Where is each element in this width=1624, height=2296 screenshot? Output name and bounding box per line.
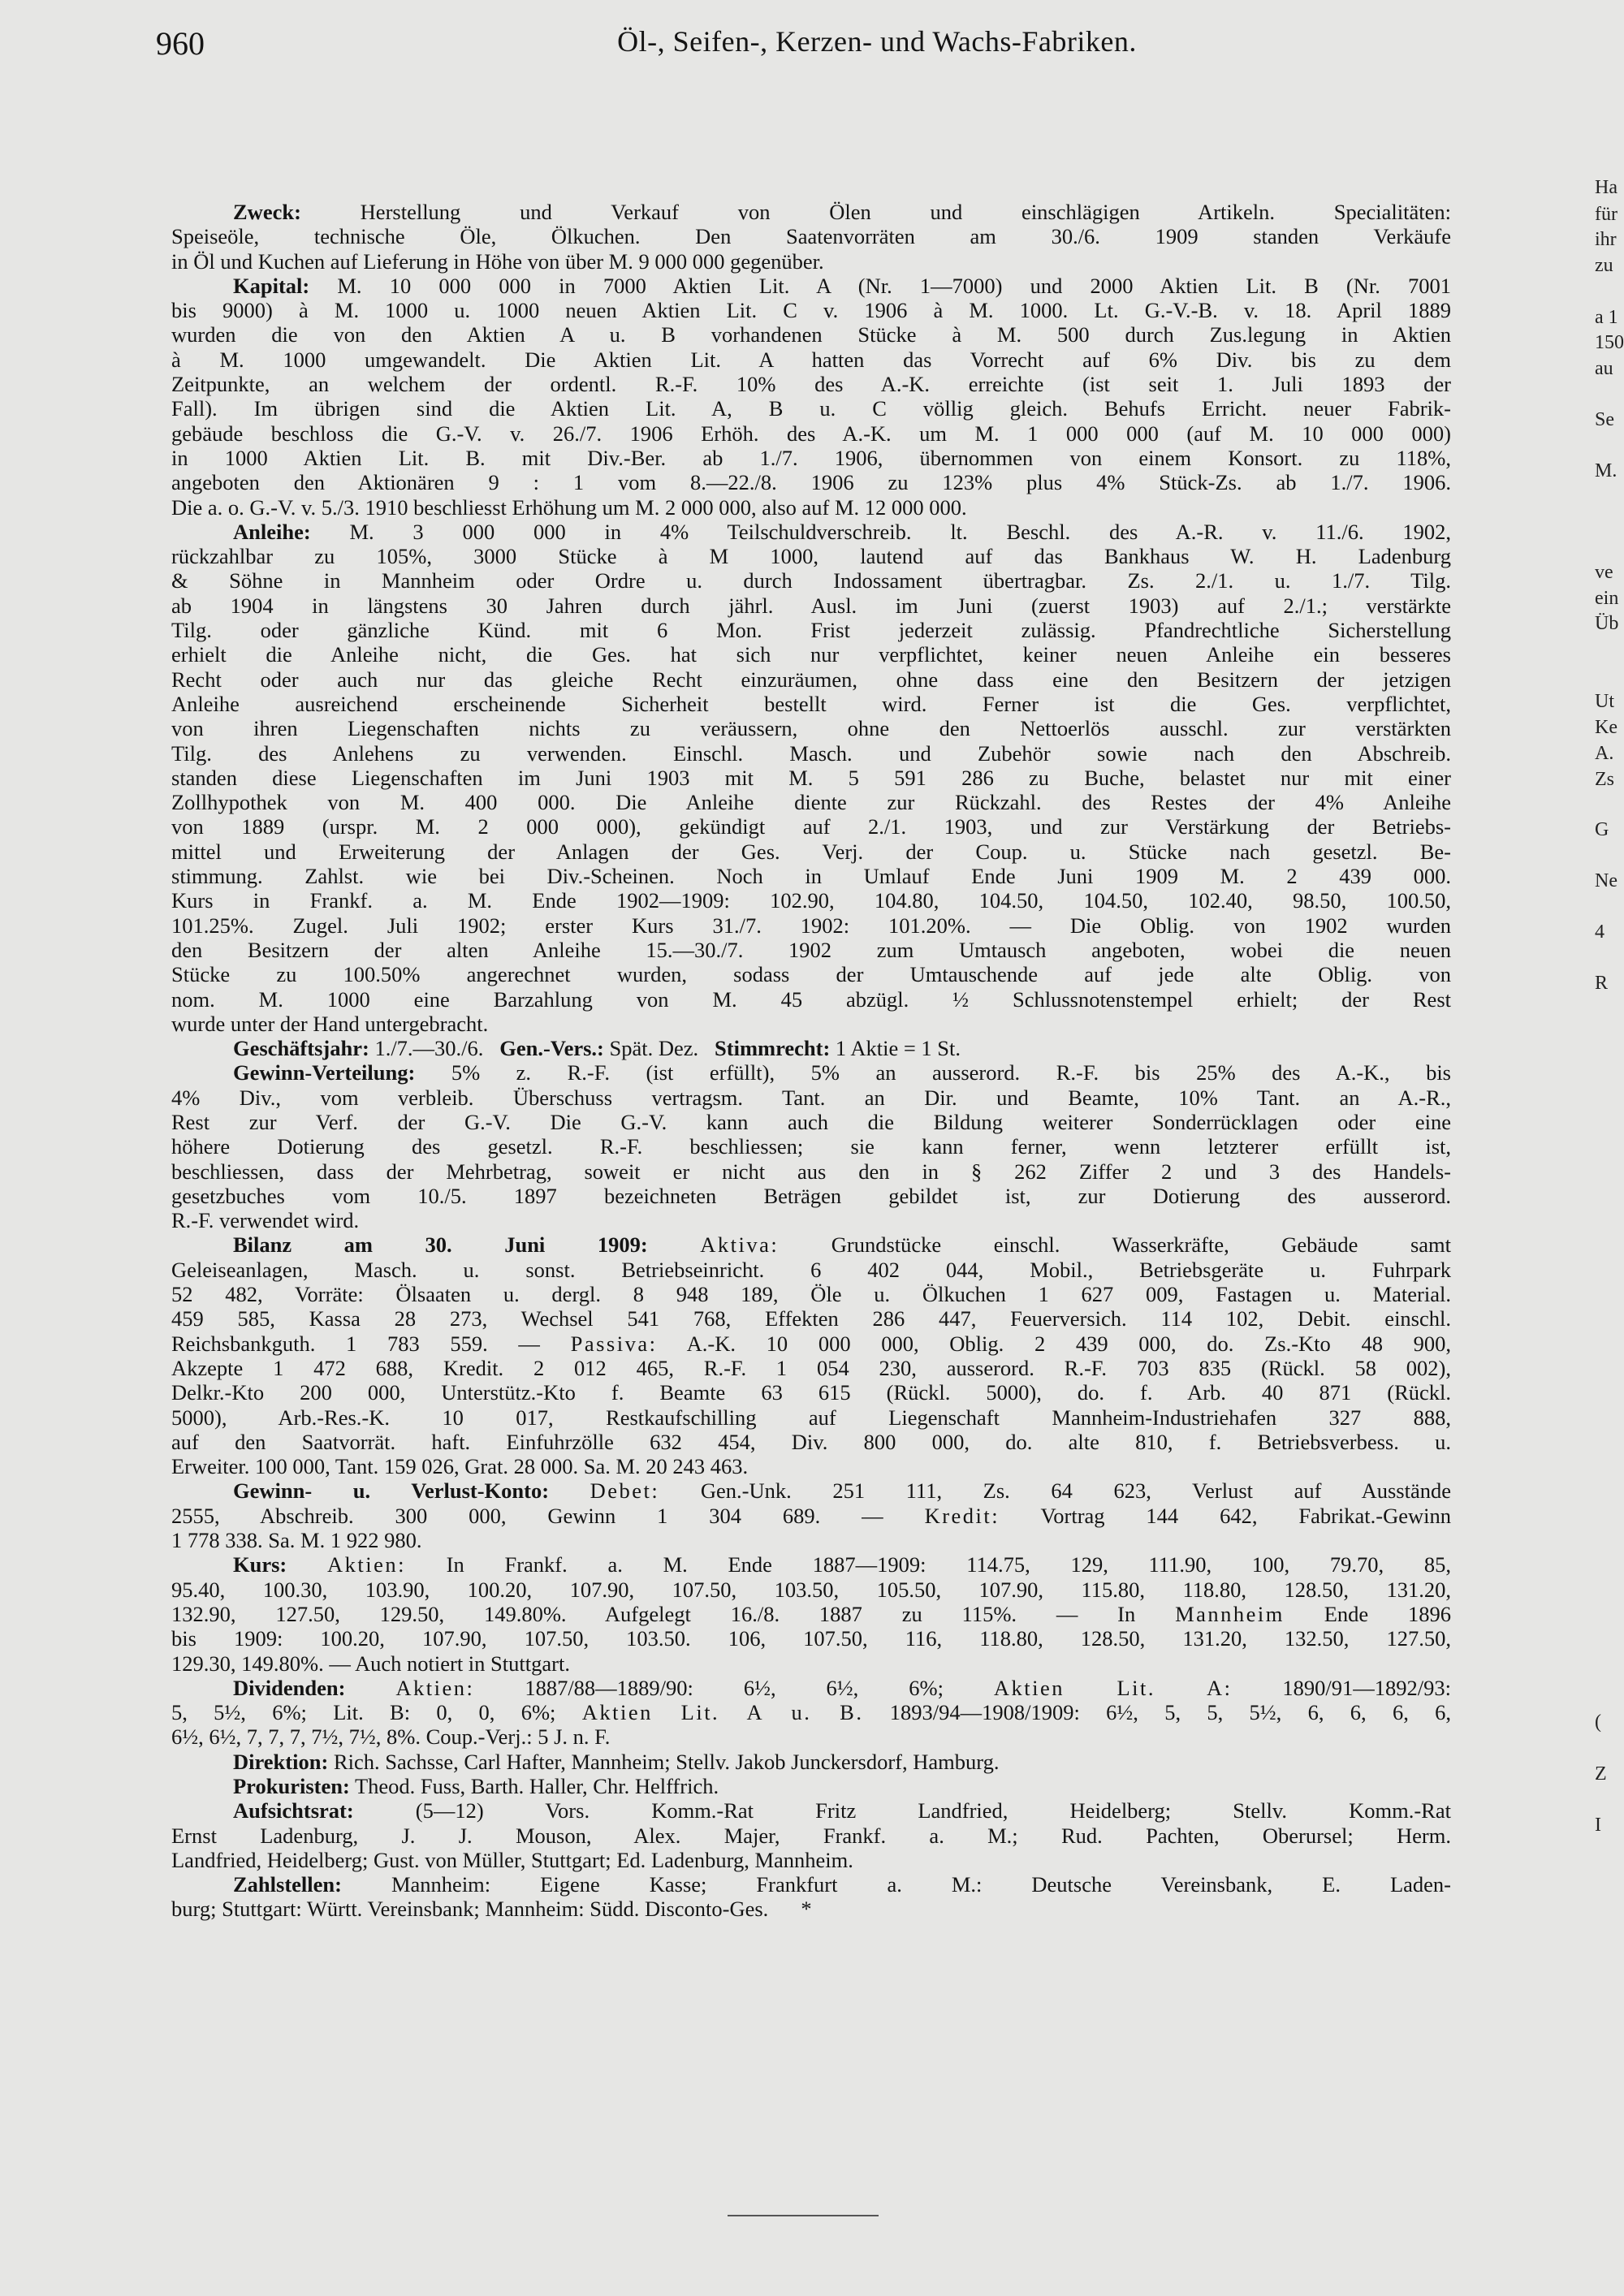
text-run — [648, 1232, 701, 1257]
text-line: 6½, 6½, 7, 7, 7, 7½, 7½, 8%. Coup.-Verj.: 5 J. n. F. — [171, 1724, 611, 1750]
text-line: 459 585, Kassa 28 273, Wechsel 541 768, Effekten 286 447, Feuerversich. 114 102, Debit. einschl. — [171, 1306, 1451, 1331]
text-line — [171, 1504, 1451, 1528]
text-line — [171, 1331, 1451, 1356]
adjacent-page-fragment: Ke — [1595, 717, 1618, 738]
text-run: Aktien Lit. A: — [993, 1675, 1233, 1700]
body-text — [171, 200, 1451, 1922]
text-run — [345, 1676, 395, 1700]
text-line — [171, 1552, 1451, 1577]
text-line: Rest zur Verf. der G.-V. Die G.-V. kann auch die Bildung weiterer Sonderrücklagen oder eine — [171, 1109, 1451, 1134]
text-run: Aktien Lit. A u. B. — [581, 1700, 864, 1725]
text-run: Passiva: — [570, 1331, 658, 1356]
adjacent-page-fragment: Üb — [1595, 613, 1619, 634]
text-run — [549, 1478, 590, 1503]
text-line — [171, 200, 1451, 224]
paragraph-gewinn-verlust-konto — [171, 1478, 1451, 1552]
text-run: 132.90, 127.50, 129.50, 149.80%. Aufgelegt 16./8. 1887 zu 115%. — In — [171, 1601, 1176, 1626]
text-run: A.-K. 10 000 000, Oblig. 2 439 000, do. Zs.-Kto 48 900, — [657, 1331, 1452, 1356]
adjacent-page-fragment: ihr — [1595, 229, 1617, 250]
text-run: 1./7.—30./6. — [369, 1036, 500, 1061]
text-line: à M. 1000 umgewandelt. Die Aktien Lit. A hatten das Vorrecht auf 6% Div. bis zu dem — [171, 347, 1451, 372]
section-label: Kapital: — [233, 273, 310, 298]
adjacent-page-fragment: au — [1595, 358, 1613, 379]
text-line: 129.30, 149.80%. — Auch notiert in Stuttgart. — [171, 1651, 570, 1676]
end-rule — [728, 2215, 879, 2216]
adjacent-page-fragment: a 1 — [1595, 307, 1618, 328]
text-line: Anleihe ausreichend erscheinende Sicherheit bestellt wird. Ferner ist die Ges. verpflichtet, — [171, 691, 1451, 716]
text-line: Geleiseanlagen, Masch. u. sonst. Betriebseinricht. 6 402 044, Mobil., Betriebsgeräte u. Fuhrpark — [171, 1257, 1451, 1282]
text-line: Speiseöle, technische Öle, Ölkuchen. Den Saatenvorräten am 30./6. 1909 standen Verkäufe — [171, 224, 1451, 249]
text-line: bis 9000) à M. 1000 u. 1000 neuen Aktien Lit. C v. 1906 à M. 1000. Lt. G.-V.-B. v. 18. April 1889 — [171, 298, 1451, 323]
paragraph-gewinn-verteilung — [171, 1060, 1451, 1232]
text-line: bis 1909: 100.20, 107.90, 107.50, 103.50. 106, 107.50, 116, 118.80, 128.50, 131.20, 132.50, 127.50, — [171, 1626, 1451, 1651]
paragraph-direktion — [171, 1750, 1451, 1774]
text-run: burg; Stuttgart: Württ. Vereinsbank; Mannheim: Südd. Disconto-Ges. — [171, 1897, 769, 1922]
text-line — [171, 1676, 1451, 1700]
section-label: Bilanz am 30. Juni 1909: — [233, 1232, 648, 1258]
text-line: den Besitzern der alten Anleihe 15.—30./7. 1902 zum Umtausch angeboten, wobei die neuen — [171, 937, 1451, 962]
text-line: 101.25%. Zugel. Juli 1902; erster Kurs 31./7. 1902: 101.20%. — Die Oblig. von 1902 wurden — [171, 913, 1451, 938]
text-run: Vortrag 144 642, Fabrikat.-Gewinn — [1000, 1503, 1451, 1528]
page-number: 960 — [156, 25, 205, 62]
text-line — [171, 1798, 1451, 1823]
text-line: 5000), Arb.-Res.-K. 10 017, Restkaufschilling auf Liegenschaft Mannheim-Industriehafen 327 888, — [171, 1405, 1451, 1430]
adjacent-page-fragment: I — [1595, 1815, 1601, 1836]
paragraph-zahlstellen — [171, 1872, 1451, 1922]
text-run: 5, 5½, 6%; Lit. B: 0, 0, 6%; — [171, 1700, 582, 1725]
text-run: Aktien: — [326, 1552, 406, 1577]
paragraph-zweck — [171, 200, 1451, 274]
section-label: Geschäftsjahr: — [233, 1036, 369, 1061]
text-run — [287, 1552, 327, 1577]
adjacent-page-fragment: Z — [1595, 1763, 1607, 1785]
adjacent-page-fragment: 4 — [1595, 921, 1605, 943]
text-line: standen diese Liegenschaften im Juni 1903 mit M. 5 591 286 zu Buche, belastet nur mit einer — [171, 765, 1451, 790]
text-line: rückzahlbar zu 105%, 3000 Stücke à M 1000, lautend auf das Bankhaus W. H. Ladenburg — [171, 544, 1451, 569]
text-run: (5—12) Vors. Komm.-Rat Fritz Landfried, Heidelberg; Stellv. Komm.-Rat — [353, 1798, 1451, 1823]
text-line — [171, 1872, 1451, 1897]
text-line: Ernst Ladenburg, J. J. Mouson, Alex. Majer, Frankf. a. M.; Rud. Pachten, Oberursel; Herm. — [171, 1823, 1451, 1848]
adjacent-page-fragment: ( — [1595, 1711, 1601, 1733]
adjacent-page-fragment: Zs — [1595, 769, 1614, 790]
text-line: & Söhne in Mannheim oder Ordre u. durch Indossament übertragbar. Zs. 2./1. u. 1./7. Tilg. — [171, 568, 1451, 593]
text-run: 1890/91—1892/93: — [1232, 1675, 1452, 1700]
text-run: M. 10 000 000 in 7000 Aktien Lit. A (Nr. 1—7000) und 2000 Aktien Lit. B (Nr. 7001 — [309, 273, 1451, 298]
text-line: mittel und Erweiterung der Anlagen der Ges. Verj. der Coup. u. Stücke nach gesetzl. Be- — [171, 839, 1451, 864]
text-line — [171, 1750, 1451, 1774]
text-line — [171, 1478, 1451, 1503]
adjacent-page-fragment: R — [1595, 973, 1609, 994]
paragraph-kapital — [171, 274, 1451, 520]
text-run: Theod. Fuss, Barth. Haller, Chr. Helffrich. — [349, 1774, 719, 1798]
end-asterisk: * — [801, 1897, 812, 1922]
text-line — [171, 1897, 1451, 1921]
section-label: Prokuristen: — [233, 1774, 350, 1798]
adjacent-page-fragment: M. — [1595, 460, 1618, 481]
text-line: 1 778 338. Sa. M. 1 922 980. — [171, 1528, 422, 1553]
text-line — [171, 520, 1451, 544]
text-line — [171, 274, 1451, 298]
section-label: Gen.-Vers.: — [499, 1036, 604, 1061]
text-line — [171, 1774, 1451, 1798]
text-run: Spät. Dez. — [603, 1036, 715, 1061]
paragraph-geschaeftsjahr — [171, 1036, 1451, 1060]
section-label: Kurs: — [233, 1552, 287, 1577]
section-label: Dividenden: — [233, 1675, 346, 1700]
section-label: Anleihe: — [233, 519, 311, 544]
adjacent-page-fragment: ve — [1595, 562, 1613, 583]
text-line: höhere Dotierung des gesetzl. R.-F. beschliessen; sie kann ferner, wenn letzterer erfüllt ist, — [171, 1134, 1451, 1159]
text-line — [171, 1602, 1451, 1626]
text-line: auf den Saatvorrät. haft. Einfuhrzölle 632 454, Div. 800 000, do. alte 810, f. Betriebsverbess. u. — [171, 1429, 1451, 1454]
adjacent-page-fragment: für — [1595, 204, 1618, 225]
text-run: Herstellung und Verkauf von Ölen und einschlägigen Artikeln. Specialitäten: — [300, 200, 1451, 224]
adjacent-page-fragment: G — [1595, 819, 1609, 840]
text-line — [171, 1036, 1451, 1060]
text-line: in 1000 Aktien Lit. B. mit Div.-Ber. ab 1./7. 1906, übernommen von einem Konsort. zu 118%, — [171, 445, 1451, 470]
text-line: nom. M. 1000 eine Barzahlung von M. 45 abzügl. ½ Schlussnotenstempel erhielt; der Rest — [171, 986, 1451, 1012]
text-line: von 1889 (urspr. M. 2 000 000), gekündigt auf 2./1. 1903, und zur Verstärkung der Betriebs- — [171, 814, 1451, 839]
text-run: 5% z. R.-F. (ist erfüllt), 5% an ausserord. R.-F. bis 25% des A.-K., bis — [415, 1060, 1451, 1085]
text-run: Reichsbankguth. 1 783 559. — — [171, 1331, 571, 1356]
text-line: erhielt die Anleihe nicht, die Ges. hat sich nur verpflichtet, keiner neuen Anleihe ein besseres — [171, 642, 1451, 667]
text-line: in Öl und Kuchen auf Lieferung in Höhe von über M. 9 000 000 gegenüber. — [171, 248, 824, 274]
adjacent-page-fragment: ein — [1595, 588, 1619, 609]
text-line: Tilg. oder gänzliche Künd. mit 6 Mon. Frist jederzeit zulässig. Pfandrechtliche Sicherstellung — [171, 618, 1451, 643]
text-run: M. 3 000 000 in 4% Teilschuldverschreib. lt. Beschl. des A.-R. v. 11./6. 1902, — [310, 519, 1451, 544]
text-run: Rich. Sachsse, Carl Hafter, Mannheim; Stellv. Jakob Junckersdorf, Hamburg. — [328, 1749, 1000, 1774]
text-line: Zollhypothek von M. 400 000. Die Anleihe diente zur Rückzahl. des Restes der 4% Anleihe — [171, 790, 1451, 815]
adjacent-page-fragment: A. — [1595, 743, 1614, 764]
text-line: Zeitpunkte, an welchem der ordentl. R.-F. 10% des A.-K. erreichte (ist seit 1. Juli 1893 der — [171, 372, 1451, 397]
text-line: Akzepte 1 472 688, Kredit. 2 012 465, R.-F. 1 054 230, ausserord. R.-F. 703 835 (Rückl. 58 002), — [171, 1355, 1451, 1380]
text-line: Kurs in Frankf. a. M. Ende 1902—1909: 102.90, 104.80, 104.50, 104.50, 102.40, 98.50, 100.50, — [171, 888, 1451, 913]
text-run: Kredit: — [924, 1503, 1000, 1528]
paragraph-dividenden — [171, 1676, 1451, 1750]
text-line: 95.40, 100.30, 103.90, 100.20, 107.90, 107.50, 103.50, 105.50, 107.90, 115.80, 118.80, 128.50, 131.20, — [171, 1577, 1451, 1602]
text-line: Delkr.-Kto 200 000, Unterstütz.-Kto f. Beamte 63 615 (Rückl. 5000), do. f. Arb. 40 871 (Rückl. — [171, 1380, 1451, 1405]
text-line: Die a. o. G.-V. v. 5./3. 1910 beschliesst Erhöhung um M. 2 000 000, also auf M. 12 000 000. — [171, 494, 967, 520]
text-line: von ihren Liegenschaften nichts zu veräussern, ohne den Nettoerlös ausschl. zur verstärkten — [171, 716, 1451, 741]
text-line: Tilg. des Anlehens zu verwenden. Einschl. Masch. und Zubehör sowie nach den Abschreib. — [171, 740, 1451, 766]
text-line: Erweiter. 100 000, Tant. 159 026, Grat. 28 000. Sa. M. 20 243 463. — [171, 1454, 749, 1479]
paragraph-kurs — [171, 1552, 1451, 1675]
adjacent-page-fragment: zu — [1595, 255, 1613, 276]
text-line: Stücke zu 100.50% angerechnet wurden, sodass der Umtauschende auf jede alte Oblig. von — [171, 962, 1451, 987]
text-line: Fall). Im übrigen sind die Aktien Lit. A, B u. C völlig gleich. Behufs Erricht. neuer Fabrik- — [171, 396, 1451, 421]
text-line: gebäude beschloss die G.-V. v. 26./7. 1906 Erhöh. des A.-K. um M. 1 000 000 (auf M. 10 000 000) — [171, 421, 1451, 446]
text-line: Recht oder auch nur das gleiche Recht einzuräumen, ohne dass eine den Besitzern der jetzigen — [171, 667, 1451, 692]
text-line: angeboten den Aktionären 9 : 1 vom 8.—22./8. 1906 zu 123% plus 4% Stück-Zs. ab 1./7. 1906. — [171, 470, 1451, 495]
text-line: 4% Div., vom verbleib. Überschuss vertragsm. Tant. an Dir. und Beamte, 10% Tant. an A.-R., — [171, 1085, 1451, 1110]
text-run: 1 Aktie = 1 St. — [830, 1036, 961, 1061]
section-label: Gewinn- u. Verlust-Konto: — [233, 1478, 550, 1504]
paragraph-aufsichtsrat — [171, 1798, 1451, 1872]
section-label: Zahlstellen: — [233, 1872, 342, 1897]
text-run: In Frankf. a. M. Ende 1887—1909: 114.75, 129, 111.90, 100, 79.70, 85, — [405, 1552, 1451, 1577]
text-run: Gen.-Unk. 251 111, Zs. 64 623, Verlust auf Ausstände — [659, 1478, 1452, 1504]
section-label: Stimmrecht: — [715, 1036, 831, 1061]
paragraph-anleihe — [171, 520, 1451, 1036]
text-run: Mannheim — [1175, 1601, 1285, 1626]
adjacent-page-fragment: Ne — [1595, 870, 1618, 891]
running-head: Öl-, Seifen-, Kerzen- und Wachs-Fabriken. — [617, 25, 1137, 58]
adjacent-page-fragment: Ha — [1595, 177, 1618, 198]
text-run: Aktien: — [395, 1675, 475, 1700]
text-line: Landfried, Heidelberg; Gust. von Müller, Stuttgart; Ed. Ladenburg, Mannheim. — [171, 1847, 853, 1872]
text-line — [171, 1700, 1451, 1724]
text-line: beschliessen, dass der Mehrbetrag, soweit er nicht aus den in § 262 Ziffer 2 und 3 des Handels- — [171, 1159, 1451, 1184]
text-run: Mannheim: Eigene Kasse; Frankfurt a. M.: Deutsche Vereinsbank, E. Laden- — [341, 1872, 1451, 1897]
adjacent-page-fragment: 150 — [1595, 332, 1624, 353]
text-line: wurden die von den Aktien A u. B vorhandenen Stücke à M. 500 durch Zus.legung in Aktien — [171, 322, 1451, 347]
section-label: Zweck: — [233, 200, 301, 224]
adjacent-page-fragment: Se — [1595, 409, 1614, 430]
text-run: Aktiva: — [700, 1232, 780, 1258]
text-line — [171, 1060, 1451, 1085]
text-run: 1893/94—1908/1909: 6½, 5, 5, 5½, 6, 6, 6, 6, — [863, 1700, 1451, 1725]
text-line: wurde unter der Hand untergebracht. — [171, 1011, 489, 1036]
section-label: Aufsichtsrat: — [233, 1798, 354, 1823]
text-line — [171, 1232, 1451, 1257]
text-run: Debet: — [590, 1478, 660, 1504]
text-line: stimmung. Zahlst. wie bei Div.-Scheinen. Noch in Umlauf Ende Juni 1909 M. 2 439 000. — [171, 864, 1451, 889]
text-run: 2555, Abschreib. 300 000, Gewinn 1 304 689. — — [171, 1503, 925, 1528]
text-line: 52 482, Vorräte: Ölsaaten u. dergl. 8 948 189, Öle u. Ölkuchen 1 627 009, Fastagen u. Material. — [171, 1282, 1451, 1307]
adjacent-page-fragment: Ut — [1595, 691, 1614, 712]
text-line: ab 1904 in längstens 30 Jahren durch jährl. Ausl. im Juni (zuerst 1903) auf 2./1.; verstärkte — [171, 593, 1451, 618]
text-line: gesetzbuches vom 10./5. 1897 bezeichneten Beträgen gebildet ist, zur Dotierung des ausserord. — [171, 1183, 1451, 1208]
paragraph-bilanz — [171, 1232, 1451, 1478]
text-run: 1887/88—1889/90: 6½, 6½, 6%; — [474, 1675, 994, 1700]
section-label: Direktion: — [233, 1749, 329, 1774]
text-line: R.-F. verwendet wird. — [171, 1208, 360, 1233]
section-label: Gewinn-Verteilung: — [233, 1060, 416, 1085]
text-run: Ende 1896 — [1284, 1601, 1451, 1626]
text-run: Grundstücke einschl. Wasserkräfte, Gebäude samt — [779, 1232, 1452, 1258]
paragraph-prokuristen — [171, 1774, 1451, 1798]
